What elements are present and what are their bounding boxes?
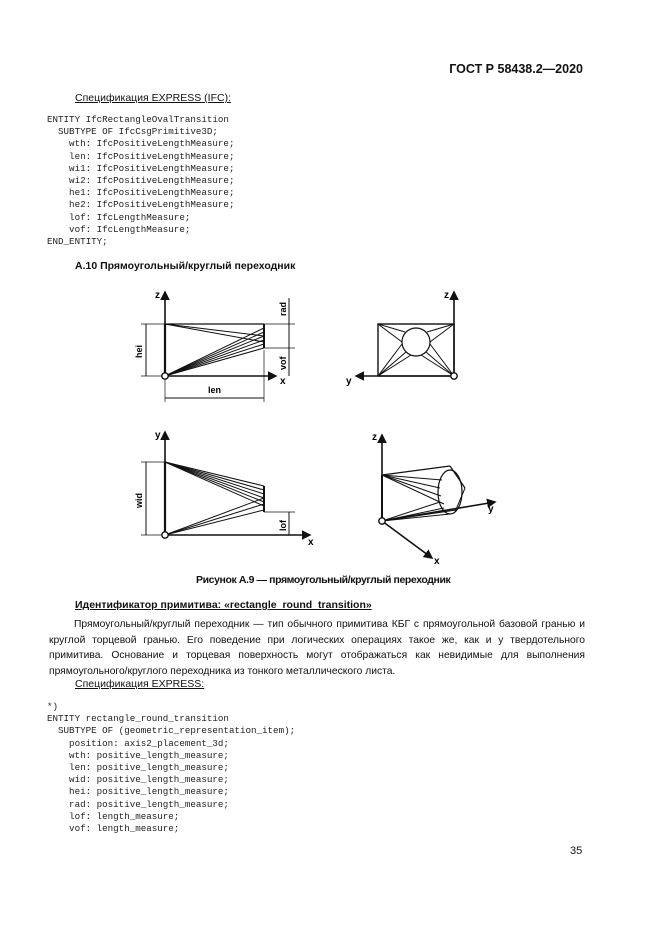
axis-y-label-4: y xyxy=(488,504,494,515)
axis-z-label-2: z xyxy=(444,290,449,301)
code-block-express xyxy=(47,701,295,835)
code-line: rad: positive_length_measure; xyxy=(47,798,229,810)
code-line: wi2: IfcPositiveLengthMeasure; xyxy=(47,174,235,186)
dim-lof: lof xyxy=(278,520,288,531)
axis-z-label-1: z xyxy=(155,290,160,301)
axis-x-label-3: x xyxy=(308,537,314,548)
dim-vof: vof xyxy=(278,356,288,370)
code-line: lof: length_measure; xyxy=(47,810,180,822)
axis-x-label-4: x xyxy=(434,556,440,567)
identifier-title: Идентификатор примитива: «rectangle_round_transition» xyxy=(75,599,372,611)
code-line: END_ENTITY; xyxy=(47,235,108,247)
axis-y-label-2: y xyxy=(346,376,352,387)
code-line: lof: IfcLengthMeasure; xyxy=(47,211,191,223)
dim-len: len xyxy=(208,385,222,395)
code-line: he1: IfcPositiveLengthMeasure; xyxy=(47,187,235,199)
code-line: wi1: IfcPositiveLengthMeasure; xyxy=(47,162,235,174)
figure-caption: Рисунок А.9 — прямоугольный/круглый переходник xyxy=(196,574,451,586)
code-line: he2: IfcPositiveLengthMeasure; xyxy=(47,199,235,211)
dim-wid: wid xyxy=(134,493,144,508)
description-paragraph xyxy=(49,617,585,679)
code-line: wth: IfcPositiveLengthMeasure; xyxy=(47,138,235,150)
dim-hei: hei xyxy=(134,344,144,358)
code-block-ifc xyxy=(47,114,234,248)
code-line: ENTITY IfcRectangleOvalTransition xyxy=(47,114,229,125)
code-line: wid: positive_length_measure; xyxy=(47,774,229,786)
code-line: vof: IfcLengthMeasure; xyxy=(47,223,191,235)
axis-x-label-1: x xyxy=(280,376,286,387)
view-end-zy xyxy=(356,292,457,379)
axis-y-label-3: y xyxy=(155,430,161,441)
standard-number: ГОСТ Р 58438.2—2020 xyxy=(449,62,583,76)
code-line: SUBTYPE OF IfcCsgPrimitive3D; xyxy=(47,126,218,138)
view-isometric xyxy=(379,435,495,558)
code-line: hei: positive_length_measure; xyxy=(47,786,229,798)
code-line: vof: length_measure; xyxy=(47,822,180,834)
section-heading: А.10 Прямоугольный/круглый переходник xyxy=(75,260,296,272)
spec-title-ifc: Спецификация EXPRESS (IFC): xyxy=(75,92,231,104)
code-line: SUBTYPE OF (geometric_representation_item); xyxy=(47,725,296,737)
spec-title-express: Спецификация EXPRESS: xyxy=(75,678,205,690)
figure-a9 xyxy=(0,280,661,590)
code-line: len: positive_length_measure; xyxy=(47,761,229,773)
page-number: 35 xyxy=(570,845,583,857)
code-line: *) xyxy=(47,701,59,712)
code-line: wth: positive_length_measure; xyxy=(47,749,229,761)
code-line: len: IfcPositiveLengthMeasure; xyxy=(47,150,235,162)
axis-z-label-4: z xyxy=(372,432,377,443)
code-line: ENTITY rectangle_round_transition xyxy=(47,713,229,725)
code-line: position: axis2_placement_3d; xyxy=(47,737,229,749)
paragraph-text: Прямоугольный/круглый переходник — тип обычного примитива КБГ с прямоугольной базовой гранью и круглой торцевой гранью. Его поведение при логических операциях такое же, как и у твердотельного примитива. Основание и торцевая поверхность могут отображаться как невидимые для выполнения прямоугольного/круглого переходника из тонкого металлического листа. xyxy=(49,619,585,677)
dim-rad: rad xyxy=(278,301,288,316)
